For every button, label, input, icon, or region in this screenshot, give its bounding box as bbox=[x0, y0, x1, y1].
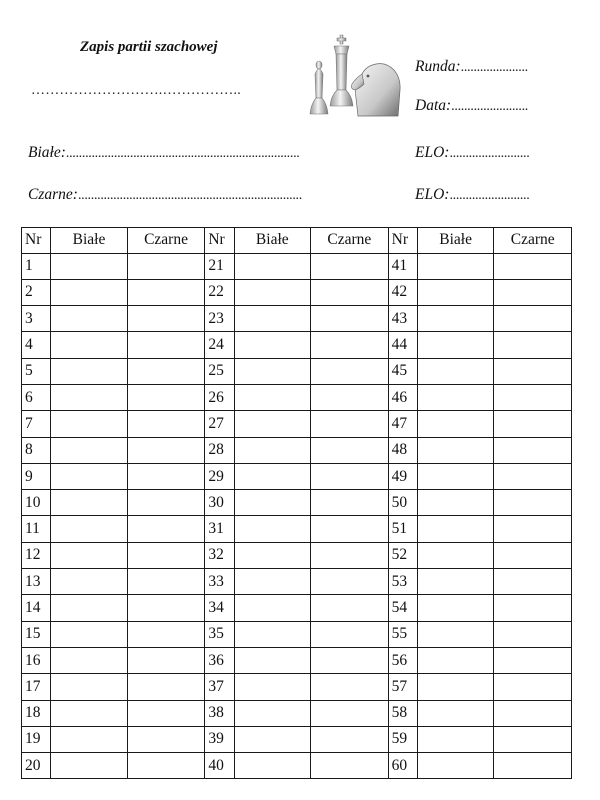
move-number-cell: 3 bbox=[22, 306, 51, 332]
white-move-cell[interactable] bbox=[51, 621, 128, 647]
move-number-cell: 46 bbox=[388, 384, 417, 410]
black-player-label: Czarne: bbox=[28, 186, 78, 203]
black-move-cell[interactable] bbox=[311, 753, 389, 779]
white-move-cell[interactable] bbox=[234, 753, 311, 779]
event-name-field[interactable]: ……………………….…………….. bbox=[31, 83, 241, 98]
move-number-cell: 50 bbox=[388, 490, 417, 516]
black-move-cell[interactable] bbox=[311, 437, 389, 463]
king-icon bbox=[330, 35, 353, 106]
header-white: Białe bbox=[51, 228, 128, 254]
move-number-cell: 47 bbox=[388, 411, 417, 437]
black-move-cell[interactable] bbox=[127, 358, 205, 384]
move-number-cell: 44 bbox=[388, 332, 417, 358]
black-move-cell[interactable] bbox=[494, 647, 572, 673]
table-row bbox=[22, 411, 572, 437]
white-move-cell[interactable] bbox=[51, 437, 128, 463]
move-number-cell: 51 bbox=[388, 516, 417, 542]
white-move-cell[interactable] bbox=[51, 306, 128, 332]
black-move-cell[interactable] bbox=[311, 253, 389, 279]
black-move-cell[interactable] bbox=[127, 253, 205, 279]
page-title: Zapis partii szachowej bbox=[80, 39, 218, 55]
move-number-cell: 4 bbox=[22, 332, 51, 358]
white-move-cell[interactable] bbox=[51, 358, 128, 384]
moves-table bbox=[21, 227, 572, 779]
move-number-cell: 58 bbox=[388, 700, 417, 726]
black-move-cell[interactable] bbox=[494, 437, 572, 463]
white-move-cell[interactable] bbox=[51, 647, 128, 673]
black-move-cell[interactable] bbox=[494, 306, 572, 332]
white-move-cell[interactable] bbox=[417, 674, 494, 700]
move-number-cell: 27 bbox=[205, 411, 234, 437]
move-number-cell: 37 bbox=[205, 674, 234, 700]
white-move-cell[interactable] bbox=[417, 358, 494, 384]
black-move-cell[interactable] bbox=[127, 674, 205, 700]
black-move-cell[interactable] bbox=[127, 595, 205, 621]
white-move-cell[interactable] bbox=[417, 621, 494, 647]
white-move-cell[interactable] bbox=[51, 674, 128, 700]
move-number-cell: 34 bbox=[205, 595, 234, 621]
table-row bbox=[22, 569, 572, 595]
black-move-cell[interactable] bbox=[127, 621, 205, 647]
black-move-cell[interactable] bbox=[311, 490, 389, 516]
move-number-cell: 52 bbox=[388, 542, 417, 568]
black-move-cell[interactable] bbox=[127, 753, 205, 779]
chess-pieces-icon bbox=[306, 34, 406, 118]
move-number-cell: 55 bbox=[388, 621, 417, 647]
black-move-cell[interactable] bbox=[311, 279, 389, 305]
knight-icon bbox=[351, 64, 400, 116]
table-row bbox=[22, 647, 572, 673]
table-row bbox=[22, 437, 572, 463]
white-move-cell[interactable] bbox=[417, 726, 494, 752]
round-label: Runda: bbox=[415, 58, 461, 75]
move-number-cell: 9 bbox=[22, 463, 51, 489]
black-move-cell[interactable] bbox=[494, 516, 572, 542]
black-move-cell[interactable] bbox=[494, 463, 572, 489]
black-move-cell[interactable] bbox=[127, 279, 205, 305]
white-move-cell[interactable] bbox=[51, 279, 128, 305]
move-number-cell: 36 bbox=[205, 647, 234, 673]
black-move-cell[interactable] bbox=[494, 700, 572, 726]
header-nr: Nr bbox=[22, 228, 51, 254]
white-move-cell[interactable] bbox=[417, 490, 494, 516]
white-move-cell[interactable] bbox=[234, 463, 311, 489]
white-move-cell[interactable] bbox=[234, 279, 311, 305]
header-white: Białe bbox=[417, 228, 494, 254]
white-move-cell[interactable] bbox=[51, 490, 128, 516]
white-move-cell[interactable] bbox=[51, 411, 128, 437]
date-fill-line: ........................ bbox=[451, 99, 528, 114]
white-move-cell[interactable] bbox=[51, 542, 128, 568]
move-number-cell: 28 bbox=[205, 437, 234, 463]
move-number-cell: 10 bbox=[22, 490, 51, 516]
white-move-cell[interactable] bbox=[417, 753, 494, 779]
white-move-cell[interactable] bbox=[234, 490, 311, 516]
white-move-cell[interactable] bbox=[234, 306, 311, 332]
move-number-cell: 53 bbox=[388, 569, 417, 595]
white-player-fill-line: ......................................................................... bbox=[65, 146, 300, 161]
white-move-cell[interactable] bbox=[51, 253, 128, 279]
black-move-cell[interactable] bbox=[311, 569, 389, 595]
move-number-cell: 20 bbox=[22, 753, 51, 779]
white-move-cell[interactable] bbox=[234, 384, 311, 410]
move-number-cell: 32 bbox=[205, 542, 234, 568]
white-move-cell[interactable] bbox=[417, 700, 494, 726]
black-move-cell[interactable] bbox=[311, 595, 389, 621]
black-move-cell[interactable] bbox=[494, 726, 572, 752]
black-player-fill-line: ...................................................................... bbox=[77, 188, 302, 203]
white-elo-fill-line: ......................... bbox=[449, 146, 530, 161]
move-number-cell: 13 bbox=[22, 569, 51, 595]
black-move-cell[interactable] bbox=[494, 753, 572, 779]
white-move-cell[interactable] bbox=[417, 306, 494, 332]
white-move-cell[interactable] bbox=[417, 437, 494, 463]
white-move-cell[interactable] bbox=[417, 569, 494, 595]
round-field[interactable] bbox=[415, 58, 528, 76]
white-move-cell[interactable] bbox=[234, 542, 311, 568]
black-move-cell[interactable] bbox=[494, 279, 572, 305]
black-move-cell[interactable] bbox=[127, 490, 205, 516]
black-move-cell[interactable] bbox=[494, 595, 572, 621]
black-move-cell[interactable] bbox=[311, 647, 389, 673]
white-move-cell[interactable] bbox=[234, 253, 311, 279]
move-number-cell: 14 bbox=[22, 595, 51, 621]
black-move-cell[interactable] bbox=[311, 621, 389, 647]
move-number-cell: 8 bbox=[22, 437, 51, 463]
black-move-cell[interactable] bbox=[494, 253, 572, 279]
table-row bbox=[22, 542, 572, 568]
black-move-cell[interactable] bbox=[311, 411, 389, 437]
move-number-cell: 42 bbox=[388, 279, 417, 305]
header-black: Czarne bbox=[311, 228, 389, 254]
white-move-cell[interactable] bbox=[51, 595, 128, 621]
table-row bbox=[22, 384, 572, 410]
move-number-cell: 60 bbox=[388, 753, 417, 779]
bishop-icon bbox=[310, 61, 328, 114]
move-number-cell: 31 bbox=[205, 516, 234, 542]
black-move-cell[interactable] bbox=[311, 700, 389, 726]
move-number-cell: 15 bbox=[22, 621, 51, 647]
black-move-cell[interactable] bbox=[127, 516, 205, 542]
black-move-cell[interactable] bbox=[127, 306, 205, 332]
white-move-cell[interactable] bbox=[234, 595, 311, 621]
white-elo-field[interactable] bbox=[415, 144, 529, 162]
white-move-cell[interactable] bbox=[51, 569, 128, 595]
white-move-cell[interactable] bbox=[234, 621, 311, 647]
move-number-cell: 7 bbox=[22, 411, 51, 437]
table-row bbox=[22, 516, 572, 542]
table-row bbox=[22, 595, 572, 621]
black-move-cell[interactable] bbox=[494, 569, 572, 595]
move-number-cell: 33 bbox=[205, 569, 234, 595]
white-move-cell[interactable] bbox=[234, 358, 311, 384]
move-number-cell: 21 bbox=[205, 253, 234, 279]
header-white: Białe bbox=[234, 228, 311, 254]
move-number-cell: 25 bbox=[205, 358, 234, 384]
move-number-cell: 18 bbox=[22, 700, 51, 726]
table-header-row bbox=[22, 228, 572, 254]
move-number-cell: 12 bbox=[22, 542, 51, 568]
table-row bbox=[22, 674, 572, 700]
black-move-cell[interactable] bbox=[494, 674, 572, 700]
white-move-cell[interactable] bbox=[417, 411, 494, 437]
table-row bbox=[22, 253, 572, 279]
black-move-cell[interactable] bbox=[494, 384, 572, 410]
move-number-cell: 57 bbox=[388, 674, 417, 700]
black-move-cell[interactable] bbox=[127, 437, 205, 463]
white-move-cell[interactable] bbox=[234, 411, 311, 437]
move-number-cell: 6 bbox=[22, 384, 51, 410]
move-number-cell: 41 bbox=[388, 253, 417, 279]
black-move-cell[interactable] bbox=[494, 332, 572, 358]
black-move-cell[interactable] bbox=[494, 621, 572, 647]
move-number-cell: 40 bbox=[205, 753, 234, 779]
white-move-cell[interactable] bbox=[417, 595, 494, 621]
black-move-cell[interactable] bbox=[127, 700, 205, 726]
table-row bbox=[22, 279, 572, 305]
move-number-cell: 1 bbox=[22, 253, 51, 279]
black-move-cell[interactable] bbox=[127, 384, 205, 410]
move-number-cell: 38 bbox=[205, 700, 234, 726]
table-row bbox=[22, 358, 572, 384]
black-move-cell[interactable] bbox=[494, 490, 572, 516]
table-row bbox=[22, 726, 572, 752]
move-number-cell: 49 bbox=[388, 463, 417, 489]
black-move-cell[interactable] bbox=[311, 726, 389, 752]
table-row bbox=[22, 306, 572, 332]
white-move-cell[interactable] bbox=[51, 332, 128, 358]
white-move-cell[interactable] bbox=[234, 332, 311, 358]
white-move-cell[interactable] bbox=[417, 279, 494, 305]
black-move-cell[interactable] bbox=[311, 463, 389, 489]
black-move-cell[interactable] bbox=[127, 647, 205, 673]
move-number-cell: 59 bbox=[388, 726, 417, 752]
black-move-cell[interactable] bbox=[127, 411, 205, 437]
white-move-cell[interactable] bbox=[51, 516, 128, 542]
table-row bbox=[22, 463, 572, 489]
move-number-cell: 29 bbox=[205, 463, 234, 489]
white-move-cell[interactable] bbox=[417, 516, 494, 542]
white-move-cell[interactable] bbox=[417, 253, 494, 279]
white-move-cell[interactable] bbox=[234, 674, 311, 700]
black-elo-label: ELO: bbox=[415, 186, 450, 203]
table-row bbox=[22, 490, 572, 516]
move-number-cell: 26 bbox=[205, 384, 234, 410]
move-number-cell: 17 bbox=[22, 674, 51, 700]
black-move-cell[interactable] bbox=[311, 674, 389, 700]
white-move-cell[interactable] bbox=[234, 437, 311, 463]
white-move-cell[interactable] bbox=[417, 542, 494, 568]
header-nr: Nr bbox=[388, 228, 417, 254]
table-row bbox=[22, 621, 572, 647]
date-field[interactable] bbox=[415, 97, 528, 115]
white-move-cell[interactable] bbox=[51, 700, 128, 726]
header-black: Czarne bbox=[494, 228, 572, 254]
move-number-cell: 5 bbox=[22, 358, 51, 384]
move-number-cell: 24 bbox=[205, 332, 234, 358]
white-move-cell[interactable] bbox=[234, 726, 311, 752]
black-move-cell[interactable] bbox=[494, 542, 572, 568]
header-black: Czarne bbox=[127, 228, 205, 254]
black-move-cell[interactable] bbox=[127, 542, 205, 568]
black-move-cell[interactable] bbox=[311, 384, 389, 410]
black-elo-fill-line: ......................... bbox=[449, 188, 530, 203]
black-player-field[interactable] bbox=[28, 186, 302, 204]
black-move-cell[interactable] bbox=[311, 542, 389, 568]
move-number-cell: 23 bbox=[205, 306, 234, 332]
white-move-cell[interactable] bbox=[417, 647, 494, 673]
white-move-cell[interactable] bbox=[234, 516, 311, 542]
move-number-cell: 16 bbox=[22, 647, 51, 673]
header-nr: Nr bbox=[205, 228, 234, 254]
black-move-cell[interactable] bbox=[127, 463, 205, 489]
move-number-cell: 30 bbox=[205, 490, 234, 516]
move-number-cell: 45 bbox=[388, 358, 417, 384]
round-fill-line: ..................... bbox=[460, 60, 528, 75]
move-number-cell: 2 bbox=[22, 279, 51, 305]
move-number-cell: 56 bbox=[388, 647, 417, 673]
move-number-cell: 48 bbox=[388, 437, 417, 463]
table-row bbox=[22, 753, 572, 779]
black-move-cell[interactable] bbox=[494, 411, 572, 437]
black-move-cell[interactable] bbox=[127, 569, 205, 595]
black-elo-field[interactable] bbox=[415, 186, 529, 204]
white-player-label: Białe: bbox=[28, 144, 66, 161]
move-number-cell: 54 bbox=[388, 595, 417, 621]
white-move-cell[interactable] bbox=[51, 384, 128, 410]
table-row bbox=[22, 332, 572, 358]
move-number-cell: 19 bbox=[22, 726, 51, 752]
black-move-cell[interactable] bbox=[311, 332, 389, 358]
white-move-cell[interactable] bbox=[234, 700, 311, 726]
white-move-cell[interactable] bbox=[417, 384, 494, 410]
white-player-field[interactable] bbox=[28, 144, 299, 162]
black-move-cell[interactable] bbox=[127, 726, 205, 752]
move-number-cell: 39 bbox=[205, 726, 234, 752]
table-row bbox=[22, 700, 572, 726]
move-number-cell: 22 bbox=[205, 279, 234, 305]
white-move-cell[interactable] bbox=[51, 726, 128, 752]
white-elo-label: ELO: bbox=[415, 144, 450, 161]
black-move-cell[interactable] bbox=[311, 306, 389, 332]
white-move-cell[interactable] bbox=[417, 332, 494, 358]
black-move-cell[interactable] bbox=[127, 332, 205, 358]
white-move-cell[interactable] bbox=[234, 569, 311, 595]
white-move-cell[interactable] bbox=[51, 753, 128, 779]
black-move-cell[interactable] bbox=[311, 516, 389, 542]
move-number-cell: 35 bbox=[205, 621, 234, 647]
black-move-cell[interactable] bbox=[311, 358, 389, 384]
date-label: Data: bbox=[415, 97, 452, 114]
white-move-cell[interactable] bbox=[417, 463, 494, 489]
move-number-cell: 11 bbox=[22, 516, 51, 542]
white-move-cell[interactable] bbox=[51, 463, 128, 489]
white-move-cell[interactable] bbox=[234, 647, 311, 673]
move-number-cell: 43 bbox=[388, 306, 417, 332]
black-move-cell[interactable] bbox=[494, 358, 572, 384]
